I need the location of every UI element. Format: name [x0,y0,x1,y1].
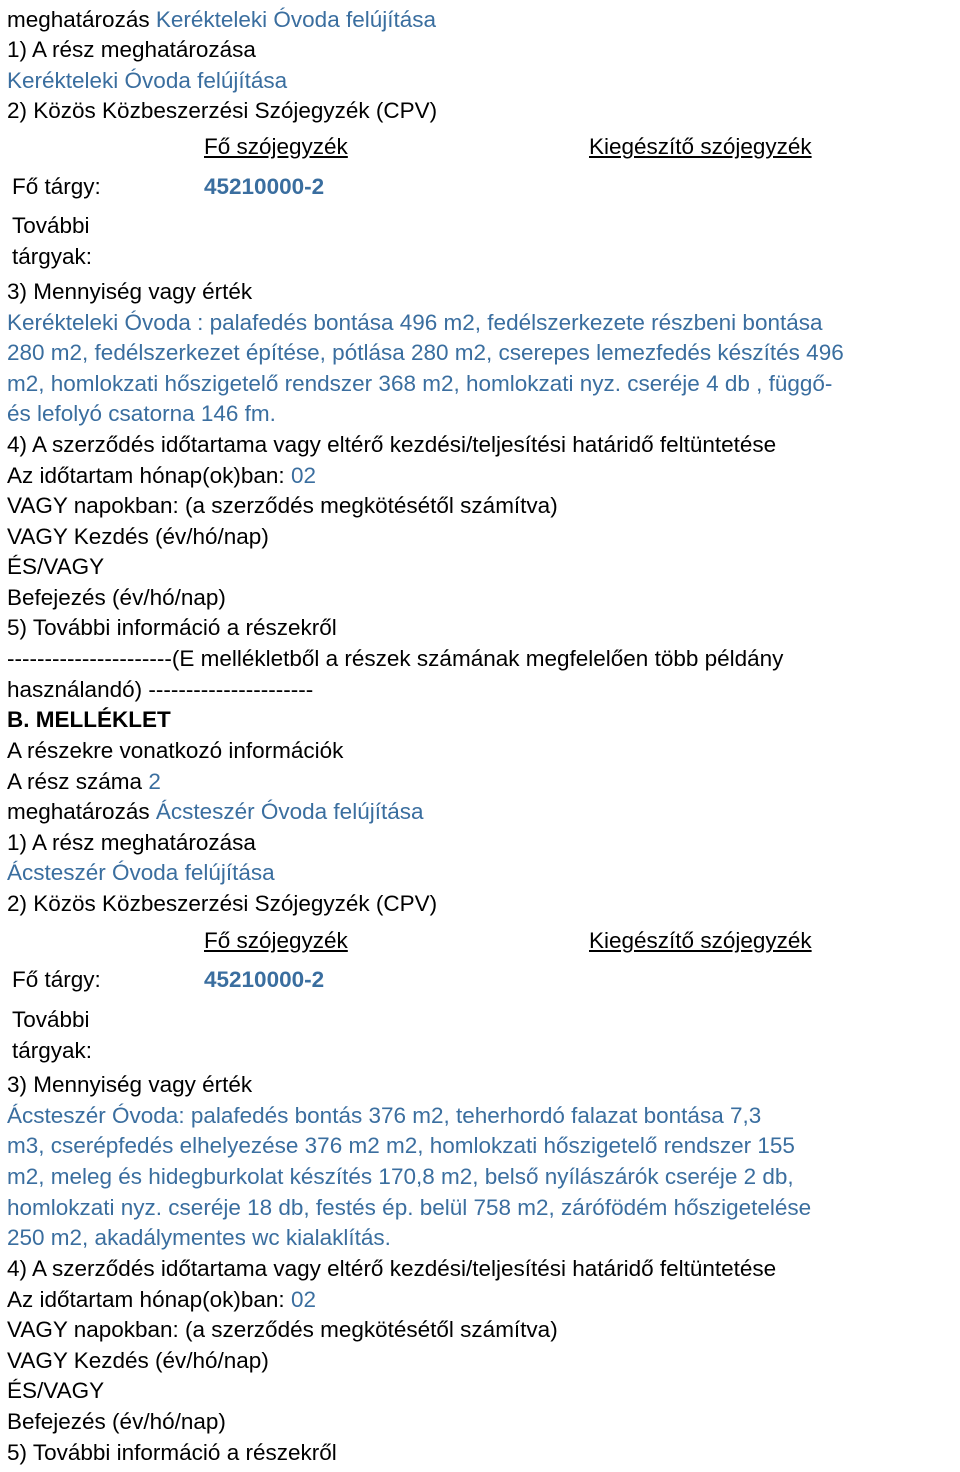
quantity-line: m2, meleg és hidegburkolat készítés 170,8 m2, belső nyílászárók cseréje 2 db, [7,1164,794,1189]
part-number-label: A rész száma [7,769,143,794]
additional-objects-label-1: További [12,1007,90,1032]
duration-line [7,1285,316,1315]
duration-label: Az időtartam hónap(ok)ban: [7,1287,285,1312]
part1-meghatarozas-line [7,5,436,35]
section-5-heading: 5) További információ a részekről [7,615,337,640]
quantity-line: 250 m2, akadálymentes wc kialaklítás. [7,1225,391,1250]
start-date-line: VAGY Kezdés (év/hó/nap) [7,1348,269,1373]
duration-label: Az időtartam hónap(ok)ban: [7,463,285,488]
separator-line-2: használandó) ---------------------- [7,677,314,702]
duration-value: 02 [290,1287,316,1312]
and-or-line: ÉS/VAGY [7,554,105,579]
days-line: VAGY napokban: (a szerződés megkötésétől számítva) [7,493,558,518]
section-1-value: Ácsteszér Óvoda felújítása [7,860,275,885]
main-vocabulary-header: Fő szójegyzék [204,928,348,953]
section-1-heading: 1) A rész meghatározása [7,37,256,62]
section-4-heading: 4) A szerződés időtartama vagy eltérő kezdési/teljesítési határidő feltüntetése [7,1256,777,1281]
quantity-line: m3, cserépfedés elhelyezése 376 m2 m2, homlokzati hőszigetelő rendszer 155 [7,1133,795,1158]
end-date-line: Befejezés (év/hó/nap) [7,1409,226,1434]
additional-objects-label-2: tárgyak: [12,244,93,269]
quantity-line: Ácsteszér Óvoda: palafedés bontás 376 m2, teherhordó falazat bontása 7,3 [7,1103,762,1128]
part-number-value: 2 [148,769,161,794]
quantity-line: m2, homlokzati hőszigetelő rendszer 368 m2, homlokzati nyz. cseréje 4 db , függő- [7,371,833,396]
quantity-line: Kerékteleki Óvoda : palafedés bontása 496 m2, fedélszerkezete részbeni bontása [7,310,823,335]
and-or-line: ÉS/VAGY [7,1378,105,1403]
supplementary-vocabulary-header: Kiegészítő szójegyzék [589,134,812,159]
section-5-heading: 5) További információ a részekről [7,1440,337,1465]
meghatarozas-value: Ácsteszér Óvoda felújítása [155,799,424,824]
main-object-cpv-code: 45210000-2 [204,174,325,199]
supplementary-vocabulary-header: Kiegészítő szójegyzék [589,928,812,953]
section-1-heading: 1) A rész meghatározása [7,830,256,855]
meghatarozas-label: meghatározás [7,7,150,32]
end-date-line: Befejezés (év/hó/nap) [7,585,226,610]
section-2-heading: 2) Közös Közbeszerzési Szójegyzék (CPV) [7,891,438,916]
annex-title: B. MELLÉKLET [7,707,171,732]
main-object-label: Fő tárgy: [12,174,101,199]
quantity-line: és lefolyó csatorna 146 fm. [7,401,276,426]
meghatarozas-value: Kerékteleki Óvoda felújítása [155,7,437,32]
start-date-line: VAGY Kezdés (év/hó/nap) [7,524,269,549]
part-number-line [7,767,161,797]
main-vocabulary-header: Fő szójegyzék [204,134,348,159]
duration-value: 02 [290,463,316,488]
quantity-line: homlokzati nyz. cseréje 18 db, festés ép. belül 758 m2, zárófödém hőszigetelése [7,1195,812,1220]
section-4-heading: 4) A szerződés időtartama vagy eltérő kezdési/teljesítési határidő feltüntetése [7,432,777,457]
section-2-heading: 2) Közös Közbeszerzési Szójegyzék (CPV) [7,98,438,123]
section-1-value: Kerékteleki Óvoda felújítása [7,68,288,93]
meghatarozas-label: meghatározás [7,799,150,824]
annex-subtitle: A részekre vonatkozó információk [7,738,344,763]
main-object-cpv-code: 45210000-2 [204,967,325,992]
section-3-heading: 3) Mennyiség vagy érték [7,279,253,304]
part2-meghatarozas-line [7,797,424,827]
quantity-line: 280 m2, fedélszerkezet építése, pótlása 280 m2, cserepes lemezfedés készítés 496 [7,340,844,365]
additional-objects-label-2: tárgyak: [12,1038,93,1063]
additional-objects-label-1: További [12,213,90,238]
duration-line [7,461,316,491]
section-3-heading: 3) Mennyiség vagy érték [7,1072,253,1097]
main-object-label: Fő tárgy: [12,967,101,992]
separator-line-1: ----------------------(E mellékletből a részek számának megfelelően több példány [7,646,784,671]
days-line: VAGY napokban: (a szerződés megkötésétől számítva) [7,1317,558,1342]
